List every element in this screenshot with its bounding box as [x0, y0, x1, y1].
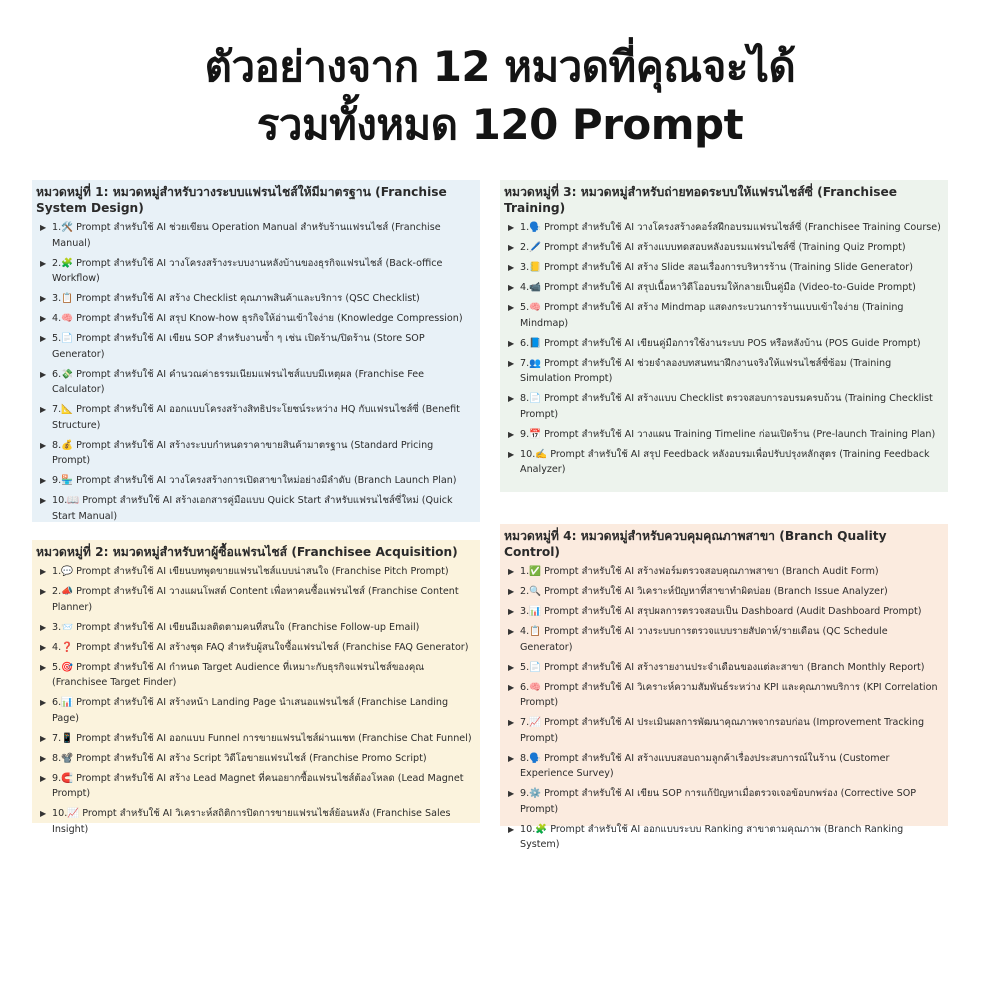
- list-item[interactable]: ▶ 9.🧲 Prompt สำหรับใช้ AI สร้าง Lead Magnet ที่คนอยากซื้อแฟรนไชส์ต้องโหลด (Lead Magnet Prompt): [40, 772, 464, 800]
- toggle-triangle-icon[interactable]: ▶: [508, 302, 515, 312]
- toggle-triangle-icon[interactable]: ▶: [508, 753, 515, 763]
- toggle-triangle-icon[interactable]: ▶: [508, 429, 515, 439]
- toggle-triangle-icon[interactable]: ▶: [508, 626, 515, 636]
- toggle-triangle-icon[interactable]: ▶: [508, 718, 515, 728]
- toggle-triangle-icon[interactable]: ▶: [40, 809, 47, 819]
- toggle-triangle-icon[interactable]: ▶: [40, 258, 47, 268]
- toggle-triangle-icon[interactable]: ▶: [508, 662, 515, 672]
- toggle-triangle-icon[interactable]: ▶: [40, 405, 47, 415]
- list-item[interactable]: ▶ 6.📊 Prompt สำหรับใช้ AI สร้างหน้า Landing Page นำเสนอแฟรนไชส์ (Franchise Landing Page): [40, 697, 449, 724]
- toggle-triangle-icon[interactable]: ▶: [40, 334, 47, 344]
- toggle-triangle-icon[interactable]: ▶: [508, 262, 515, 272]
- toggle-triangle-icon[interactable]: ▶: [40, 294, 47, 304]
- toggle-triangle-icon[interactable]: ▶: [40, 223, 47, 232]
- list-item[interactable]: ▶ 10.🧩 Prompt สำหรับใช้ AI ออกแบบระบบ Ranking สาขาตามคุณภาพ (Branch Ranking System): [508, 823, 904, 851]
- category-panel-1: [32, 180, 480, 522]
- prompt-list: [504, 220, 942, 478]
- toggle-triangle-icon[interactable]: ▶: [508, 358, 515, 368]
- list-item[interactable]: ▶ 10.📖 Prompt สำหรับใช้ AI สร้างเอกสารคู่มือแบบ Quick Start สำหรับแฟรนไชส์ซี่ใหม่ (Quick Start Manual): [40, 495, 453, 523]
- category-panel-4: [500, 524, 948, 851]
- toggle-triangle-icon[interactable]: ▶: [40, 567, 47, 576]
- heading-line-1: ตัวอย่างจาก 12 หมวดที่คุณจะได้: [204, 42, 796, 91]
- list-item[interactable]: ▶ 3.📋 Prompt สำหรับใช้ AI สร้าง Checklist คุณภาพสินค้าและบริการ (QSC Checklist): [36, 291, 474, 307]
- category-title: หมวดหมู่ที่ 4: หมวดหมู่สำหรับควบคุมคุณภาพสาขา (Branch Quality Control): [504, 529, 887, 559]
- category-panel-3: [500, 180, 948, 492]
- list-item[interactable]: ▶ 5.🧠 Prompt สำหรับใช้ AI สร้าง Mindmap แสดงกระบวนการร้านแบบเข้าใจง่าย (Training Mindmap): [508, 301, 904, 329]
- list-item[interactable]: ▶ 8.📽️ Prompt สำหรับใช้ AI สร้าง Script วิดีโอขายแฟรนไชส์ (Franchise Promo Script): [36, 751, 474, 767]
- heading-line-2: รวมทั้งหมด 120 Prompt: [256, 100, 744, 149]
- list-item[interactable]: ▶ 7.👥 Prompt สำหรับใช้ AI ช่วยจำลองบทสนทนาฝึกงานจริงให้แฟรนไชส์ซี่ซ้อม (Training Simulation Prompt): [508, 357, 892, 385]
- toggle-triangle-icon[interactable]: ▶: [40, 369, 47, 379]
- toggle-triangle-icon[interactable]: ▶: [508, 567, 515, 576]
- list-item[interactable]: ▶ 1.🛠️ Prompt สำหรับใช้ AI ช่วยเขียน Operation Manual สำหรับร้านแฟรนไชส์ (Franchise Manual): [40, 222, 441, 249]
- list-item[interactable]: ▶ 1.🗣️ Prompt สำหรับใช้ AI วางโครงสร้างคอร์สฝึกอบรมแฟรนไชส์ซี่ (Franchisee Training Course): [504, 220, 942, 236]
- prompt-list: [36, 564, 474, 837]
- toggle-triangle-icon[interactable]: ▶: [40, 314, 47, 324]
- toggle-triangle-icon[interactable]: ▶: [508, 282, 515, 292]
- toggle-triangle-icon[interactable]: ▶: [40, 698, 47, 708]
- list-item[interactable]: ▶ 4.❓ Prompt สำหรับใช้ AI สร้างชุด FAQ สำหรับผู้สนใจซื้อแฟรนไชส์ (Franchise FAQ Generator): [36, 640, 474, 656]
- list-item[interactable]: ▶ 4.🧠 Prompt สำหรับใช้ AI สรุป Know-how ธุรกิจให้อ่านเข้าใจง่าย (Knowledge Compression): [36, 311, 474, 327]
- prompt-list: [36, 220, 474, 525]
- category-panel-2: [32, 540, 480, 835]
- list-item[interactable]: ▶ 4.📋 Prompt สำหรับใช้ AI วางระบบการตรวจแบบรายสัปดาห์/รายเดือน (QC Schedule Generator): [508, 625, 888, 653]
- list-item[interactable]: ▶ 2.🔍 Prompt สำหรับใช้ AI วิเคราะห์ปัญหาที่สาขาทำผิดบ่อย (Branch Issue Analyzer): [504, 584, 942, 600]
- list-item[interactable]: ▶ 8.💰 Prompt สำหรับใช้ AI สร้างระบบกำหนดราคาขายสินค้ามาตรฐาน (Standard Pricing Prompt): [40, 439, 434, 467]
- toggle-triangle-icon[interactable]: ▶: [508, 449, 515, 459]
- list-item[interactable]: ▶ 2.📣 Prompt สำหรับใช้ AI วางแผนโพสต์ Content เพื่อหาคนซื้อแฟรนไชส์ (Franchise Content Planner): [40, 585, 459, 613]
- toggle-triangle-icon[interactable]: ▶: [508, 338, 515, 348]
- list-item[interactable]: ▶ 7.📱 Prompt สำหรับใช้ AI ออกแบบ Funnel การขายแฟรนไชส์ผ่านแชท (Franchise Chat Funnel): [36, 731, 474, 747]
- toggle-triangle-icon[interactable]: ▶: [40, 662, 47, 672]
- category-title: หมวดหมู่ที่ 1: หมวดหมู่สำหรับวางระบบแฟรนไชส์ให้มีมาตรฐาน (Franchise System Design): [36, 185, 447, 215]
- list-item[interactable]: ▶ 3.📨 Prompt สำหรับใช้ AI เขียนอีเมลติดตามคนที่สนใจ (Franchise Follow-up Email): [36, 620, 474, 636]
- list-item[interactable]: ▶ 2.🧩 Prompt สำหรับใช้ AI วางโครงสร้างระบบงานหลังบ้านของธุรกิจแฟรนไชส์ (Back-office Workflow): [40, 257, 443, 285]
- category-title: หมวดหมู่ที่ 2: หมวดหมู่สำหรับหาผู้ซื้อแฟรนไชส์ (Franchisee Acquisition): [36, 545, 458, 559]
- list-item[interactable]: ▶ 8.📄 Prompt สำหรับใช้ AI สร้างแบบ Checklist ตรวจสอบการอบรมครบถ้วน (Training Checklist Prompt): [508, 393, 933, 420]
- list-item[interactable]: ▶ 8.🗣️ Prompt สำหรับใช้ AI สร้างแบบสอบถามลูกค้าเรื่องประสบการณ์ในร้าน (Customer Experience Survey): [508, 752, 890, 780]
- toggle-triangle-icon[interactable]: ▶: [508, 223, 515, 232]
- list-item[interactable]: ▶ 9.⚙️ Prompt สำหรับใช้ AI เขียน SOP การแก้ปัญหาเมื่อตรวจเจอข้อบกพร่อง (Corrective SOP Prompt): [508, 788, 917, 815]
- toggle-triangle-icon[interactable]: ▶: [508, 789, 515, 799]
- list-item[interactable]: ▶ 9.📅 Prompt สำหรับใช้ AI วางแผน Training Timeline ก่อนเปิดร้าน (Pre-launch Training Plan): [504, 427, 942, 443]
- toggle-triangle-icon[interactable]: ▶: [40, 773, 47, 783]
- toggle-triangle-icon[interactable]: ▶: [508, 682, 515, 692]
- list-item[interactable]: ▶ 6.📘 Prompt สำหรับใช้ AI เขียนคู่มือการใช้งานระบบ POS หรือหลังบ้าน (POS Guide Prompt): [504, 336, 942, 352]
- list-item[interactable]: ▶ 5.📄 Prompt สำหรับใช้ AI สร้างรายงานประจำเดือนของแต่ละสาขา (Branch Monthly Report): [504, 660, 942, 676]
- list-item[interactable]: ▶ 10.📈 Prompt สำหรับใช้ AI วิเคราะห์สถิติการปิดการขายแฟรนไชส์ย้อนหลัง (Franchise Sales Insight): [40, 808, 451, 835]
- list-item[interactable]: ▶ 1.✅ Prompt สำหรับใช้ AI สร้างฟอร์มตรวจสอบคุณภาพสาขา (Branch Audit Form): [504, 564, 942, 580]
- list-item[interactable]: ▶ 5.🎯 Prompt สำหรับใช้ AI กำหนด Target Audience ที่เหมาะกับธุรกิจแฟรนไชส์ของคุณ (Franchisee Target Finder): [40, 661, 425, 689]
- toggle-triangle-icon[interactable]: ▶: [508, 606, 515, 616]
- toggle-triangle-icon[interactable]: ▶: [40, 733, 47, 743]
- toggle-triangle-icon[interactable]: ▶: [40, 496, 47, 506]
- list-item[interactable]: ▶ 4.📹 Prompt สำหรับใช้ AI สรุปเนื้อหาวิดีโออบรมให้กลายเป็นคู่มือ (Video-to-Guide Prompt): [504, 280, 942, 296]
- toggle-triangle-icon[interactable]: ▶: [40, 622, 47, 632]
- list-item[interactable]: ▶ 7.📐 Prompt สำหรับใช้ AI ออกแบบโครงสร้างสิทธิประโยชน์ระหว่าง HQ กับแฟรนไชส์ซี่ (Benefit Structure): [40, 404, 460, 431]
- list-item[interactable]: ▶ 2.🖊️ Prompt สำหรับใช้ AI สร้างแบบทดสอบหลังอบรมแฟรนไชส์ซี่ (Training Quiz Prompt): [504, 240, 942, 256]
- toggle-triangle-icon[interactable]: ▶: [508, 242, 515, 252]
- list-item[interactable]: ▶ 6.💸 Prompt สำหรับใช้ AI คำนวณค่าธรรมเนียมแฟรนไชส์แบบมีเหตุผล (Franchise Fee Calculator): [40, 368, 425, 396]
- list-item[interactable]: ▶ 3.📊 Prompt สำหรับใช้ AI สรุปผลการตรวจสอบเป็น Dashboard (Audit Dashboard Prompt): [504, 604, 942, 620]
- list-item[interactable]: ▶ 1.💬 Prompt สำหรับใช้ AI เขียนบทพูดขายแฟรนไชส์แบบน่าสนใจ (Franchise Pitch Prompt): [36, 564, 474, 580]
- toggle-triangle-icon[interactable]: ▶: [40, 586, 47, 596]
- list-item[interactable]: ▶ 5.📄 Prompt สำหรับใช้ AI เขียน SOP สำหรับงานซ้ำ ๆ เช่น เปิดร้าน/ปิดร้าน (Store SOP Generator): [40, 333, 425, 360]
- toggle-triangle-icon[interactable]: ▶: [40, 476, 47, 486]
- toggle-triangle-icon[interactable]: ▶: [508, 394, 515, 404]
- list-item[interactable]: ▶ 7.📈 Prompt สำหรับใช้ AI ประเมินผลการพัฒนาคุณภาพจากรอบก่อน (Improvement Tracking Prompt): [508, 717, 925, 744]
- toggle-triangle-icon[interactable]: ▶: [40, 642, 47, 652]
- prompt-list: [504, 564, 942, 853]
- list-item[interactable]: ▶ 3.📒 Prompt สำหรับใช้ AI สร้าง Slide สอนเรื่องการบริหารร้าน (Training Slide Generator): [504, 260, 942, 276]
- list-item[interactable]: ▶ 6.🧠 Prompt สำหรับใช้ AI วิเคราะห์ความสัมพันธ์ระหว่าง KPI และคุณภาพบริการ (KPI Correlation Prompt): [508, 681, 938, 709]
- page-heading: [0, 38, 1000, 154]
- list-item[interactable]: ▶ 9.🏪 Prompt สำหรับใช้ AI วางโครงสร้างการเปิดสาขาใหม่อย่างมีลำดับ (Branch Launch Plan): [36, 473, 474, 489]
- toggle-triangle-icon[interactable]: ▶: [40, 753, 47, 763]
- toggle-triangle-icon[interactable]: ▶: [508, 586, 515, 596]
- list-item[interactable]: ▶ 10.✍️ Prompt สำหรับใช้ AI สรุป Feedback หลังอบรมเพื่อปรับปรุงหลักสูตร (Training Feedback Analyzer): [508, 448, 930, 476]
- toggle-triangle-icon[interactable]: ▶: [40, 440, 47, 450]
- toggle-triangle-icon[interactable]: ▶: [508, 824, 515, 834]
- category-title: หมวดหมู่ที่ 3: หมวดหมู่สำหรับถ่ายทอดระบบให้แฟรนไชส์ซี่ (Franchisee Training): [504, 185, 898, 215]
